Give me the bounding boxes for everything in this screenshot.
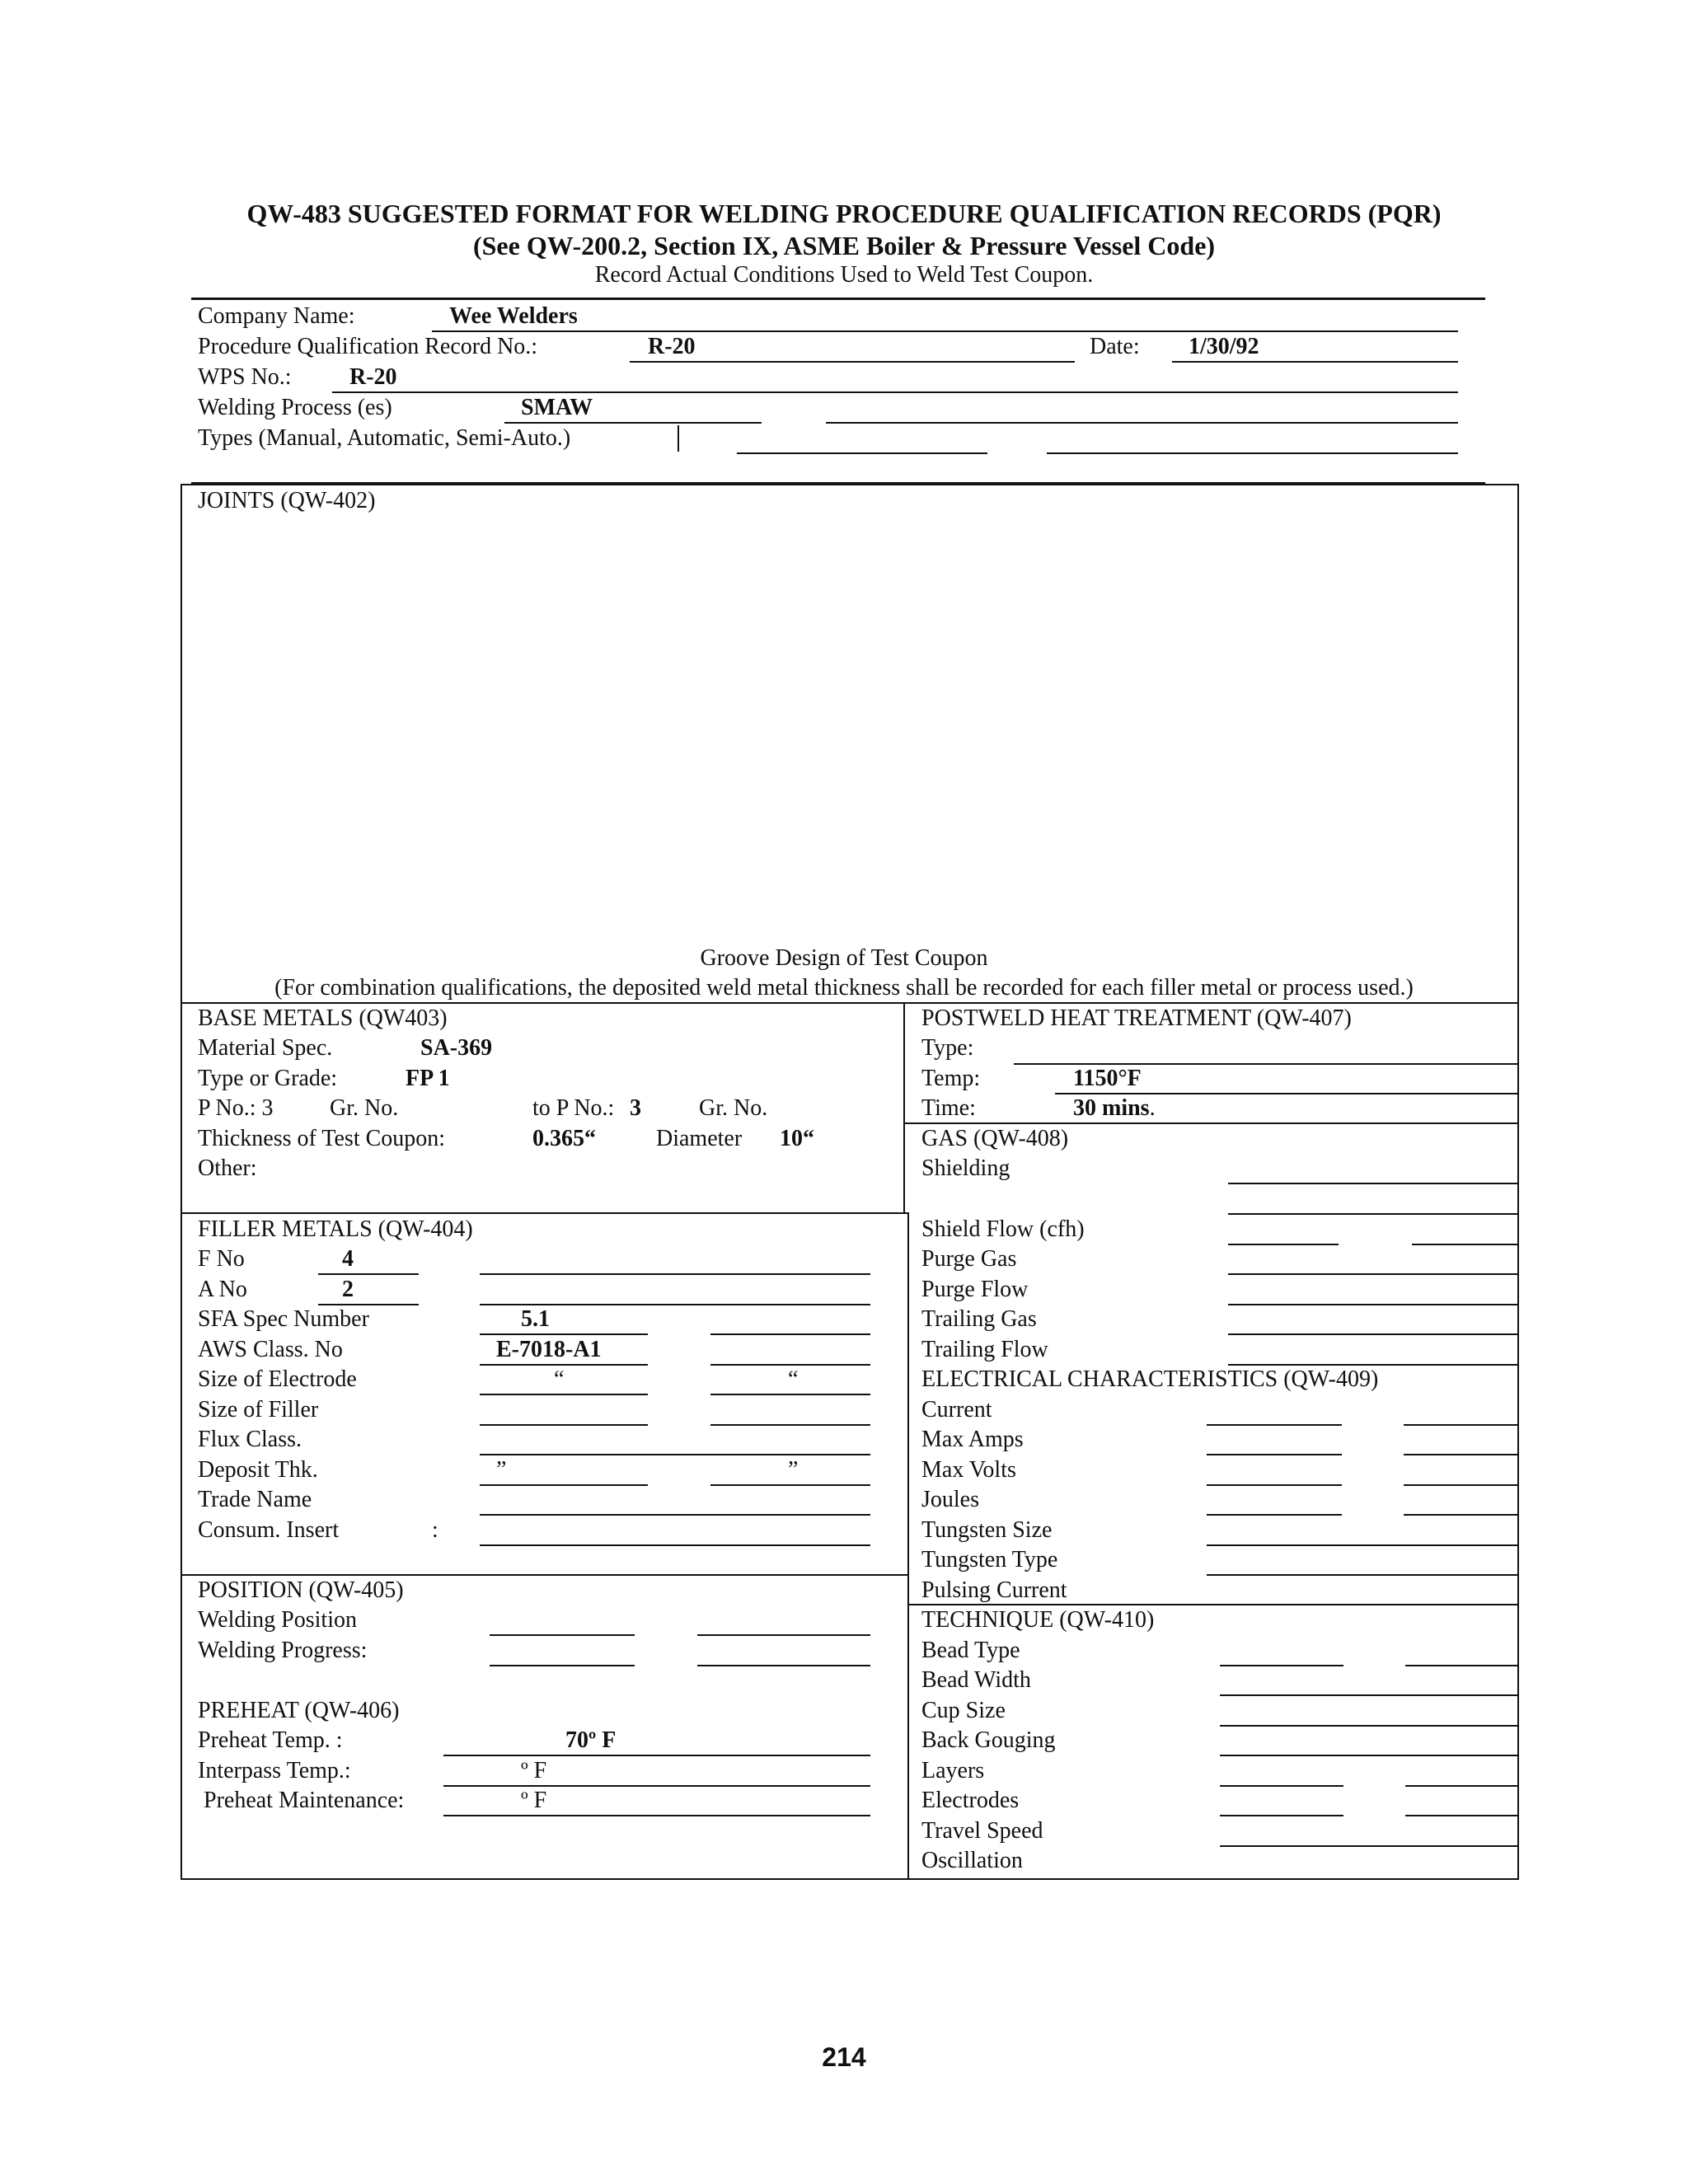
welding-process-value[interactable]: SMAW (521, 395, 593, 420)
consumable-insert-colon: : (432, 1517, 438, 1543)
f-number-line-2 (480, 1273, 870, 1275)
preheat-maintenance-label: Preheat Maintenance: (198, 1788, 405, 1813)
types-label: Types (Manual, Automatic, Semi-Auto.) (198, 425, 571, 451)
electrical-bottom-rule (907, 1604, 1519, 1605)
electrical-max-amps-line-2 (1404, 1454, 1519, 1455)
pwht-time-label: Time: (921, 1095, 976, 1121)
filler-top-rule (181, 1212, 907, 1214)
combination-note: (For combination qualifications, the deposited weld metal thickness shall be recorded for each filler metal or process used.) (274, 975, 1414, 1001)
form-title: QW-483 SUGGESTED FORMAT FOR WELDING PROCEDURE QUALIFICATION RECORDS (PQR) (246, 199, 1442, 228)
gas-heading: GAS (QW-408) (921, 1126, 1069, 1151)
size-electrode-line-2 (710, 1394, 870, 1395)
welding-progress-label: Welding Progress: (198, 1638, 368, 1663)
electrical-max-amps-label: Max Amps (921, 1427, 1024, 1452)
technique-electrodes-line-2 (1405, 1815, 1519, 1816)
sfa-spec-line-2 (710, 1333, 870, 1335)
position-heading: POSITION (QW-405) (198, 1577, 404, 1603)
technique-bead-type-line-2 (1405, 1665, 1519, 1666)
electrical-joules-line-1 (1207, 1514, 1342, 1516)
preheat-temp-line (443, 1755, 870, 1756)
position-top-rule (181, 1574, 907, 1576)
interpass-temp-line (443, 1785, 870, 1787)
electrical-current-line-2 (1404, 1424, 1519, 1426)
types-cursor-mark (678, 425, 679, 452)
other-label: Other: (198, 1155, 257, 1181)
deposit-thickness-line-1 (480, 1484, 648, 1486)
welding-process-label: Welding Process (es) (198, 395, 392, 420)
diameter-label: Diameter (656, 1126, 743, 1151)
electrical-joules-line-2 (1404, 1514, 1519, 1516)
pqr-number-line (630, 361, 1075, 363)
pqr-number-value[interactable]: R-20 (648, 334, 696, 359)
preheat-temp-label: Preheat Temp. : (198, 1727, 343, 1753)
f-number-value[interactable]: 4 (342, 1246, 354, 1272)
date-line (1172, 361, 1458, 363)
flux-class-label: Flux Class. (198, 1427, 302, 1452)
electrical-tungsten-type-label: Tungsten Type (921, 1547, 1058, 1572)
groove-design-caption: Groove Design of Test Coupon (700, 945, 988, 971)
to-p-number-value[interactable]: 3 (630, 1095, 641, 1121)
pwht-temp-line (1055, 1093, 1519, 1094)
column-divider-upper (903, 1002, 905, 1212)
a-number-label: A No (198, 1277, 247, 1302)
size-filler-line-2 (710, 1424, 870, 1426)
aws-class-label: AWS Class. No (198, 1337, 343, 1362)
gas-purge-flow-line (1228, 1304, 1519, 1305)
size-filler-label: Size of Filler (198, 1397, 319, 1422)
electrical-max-volts-line-2 (1404, 1484, 1519, 1486)
type-grade-value[interactable]: FP 1 (406, 1066, 450, 1091)
type-grade-label: Type or Grade: (198, 1066, 338, 1091)
gas-shield-flow-line-2 (1412, 1244, 1519, 1245)
technique-heading: TECHNIQUE (QW-410) (921, 1607, 1155, 1633)
size-electrode-mark-2[interactable]: “ (788, 1366, 799, 1392)
consumable-insert-line (480, 1544, 870, 1546)
electrical-tungsten-size-line (1207, 1544, 1519, 1546)
date-value[interactable]: 1/30/92 (1189, 334, 1259, 359)
technique-travel-speed-label: Travel Speed (921, 1818, 1043, 1844)
gas-shield-flow-label: Shield Flow (cfh) (921, 1216, 1085, 1242)
deposit-thickness-line-2 (710, 1484, 870, 1486)
electrical-current-label: Current (921, 1397, 992, 1422)
trade-name-line (480, 1514, 870, 1516)
electrical-max-amps-line-1 (1207, 1454, 1342, 1455)
size-electrode-line-1 (480, 1394, 648, 1395)
electrical-max-volts-label: Max Volts (921, 1457, 1016, 1483)
welding-process-line-1 (504, 422, 762, 424)
form-instruction: Record Actual Conditions Used to Weld Test Coupon. (594, 262, 1094, 288)
gas-shielding-line (1228, 1183, 1519, 1184)
welding-position-line-2 (697, 1634, 870, 1636)
sfa-spec-line-1 (480, 1333, 648, 1335)
technique-travel-speed-line (1220, 1845, 1519, 1847)
pwht-temp-label: Temp: (921, 1066, 981, 1091)
material-spec-label: Material Spec. (198, 1035, 333, 1061)
wps-number-label: WPS No.: (198, 364, 292, 390)
company-name-value[interactable]: Wee Welders (449, 303, 578, 329)
technique-back-gouging-line (1220, 1755, 1519, 1756)
welding-position-line-1 (490, 1634, 635, 1636)
form-body-box (181, 484, 1519, 1880)
diameter-value[interactable]: 10“ (780, 1126, 814, 1151)
gas-purge-flow-label: Purge Flow (921, 1277, 1029, 1302)
gas-shielding-line-2 (1228, 1213, 1519, 1215)
gas-shielding-label: Shielding (921, 1155, 1010, 1181)
group-number-2-label: Gr. No. (699, 1095, 768, 1121)
technique-oscillation-label: Oscillation (921, 1848, 1023, 1873)
gas-trailing-gas-line (1228, 1333, 1519, 1335)
size-electrode-label: Size of Electrode (198, 1366, 357, 1392)
base-metals-heading: BASE METALS (QW403) (198, 1005, 448, 1031)
a-number-line (318, 1304, 419, 1305)
date-label: Date: (1090, 334, 1140, 359)
technique-bead-width-line (1220, 1694, 1519, 1696)
consumable-insert-label: Consum. Insert (198, 1517, 340, 1543)
pwht-type-line (1014, 1063, 1519, 1065)
technique-cup-size-line (1220, 1725, 1519, 1727)
technique-bead-width-label: Bead Width (921, 1667, 1031, 1693)
electrical-current-line-1 (1207, 1424, 1342, 1426)
aws-class-line-1 (480, 1364, 648, 1366)
gas-purge-gas-line (1228, 1273, 1519, 1275)
deposit-mark-2[interactable]: ” (788, 1457, 799, 1483)
material-spec-value[interactable]: SA-369 (420, 1035, 493, 1061)
interpass-temp-value[interactable]: º F (521, 1758, 547, 1783)
a-number-value[interactable]: 2 (342, 1277, 354, 1302)
interpass-temp-label: Interpass Temp.: (198, 1758, 351, 1783)
preheat-maintenance-value[interactable]: º F (521, 1788, 547, 1813)
preheat-heading: PREHEAT (QW-406) (198, 1698, 400, 1723)
company-name-label: Company Name: (198, 303, 355, 329)
thickness-value[interactable]: 0.365“ (532, 1126, 596, 1151)
sfa-spec-value[interactable]: 5.1 (521, 1306, 550, 1332)
p-number-label: P No.: 3 (198, 1095, 274, 1121)
technique-electrodes-label: Electrodes (921, 1788, 1020, 1813)
technique-layers-label: Layers (921, 1758, 985, 1783)
preheat-maintenance-line (443, 1815, 870, 1816)
pwht-heading: POSTWELD HEAT TREATMENT (QW-407) (921, 1005, 1352, 1031)
electrical-tungsten-type-line (1207, 1574, 1519, 1576)
types-line-2 (1047, 452, 1458, 454)
welding-progress-line-1 (490, 1665, 635, 1666)
welding-position-label: Welding Position (198, 1607, 357, 1633)
thickness-label: Thickness of Test Coupon: (198, 1126, 446, 1151)
pwht-time-value-wrap[interactable] (1073, 1095, 1156, 1122)
trade-name-label: Trade Name (198, 1487, 312, 1512)
electrical-heading: ELECTRICAL CHARACTERISTICS (QW-409) (921, 1366, 1379, 1392)
preheat-temp-value[interactable]: 70º F (565, 1727, 617, 1753)
electrical-max-volts-line-1 (1207, 1484, 1342, 1486)
group-number-label: Gr. No. (330, 1095, 399, 1121)
deposit-mark-1[interactable]: ” (496, 1457, 507, 1483)
column-divider-lower (907, 1212, 909, 1880)
gas-trailing-flow-label: Trailing Flow (921, 1337, 1048, 1362)
welding-process-line-2 (826, 422, 1458, 424)
pwht-temp-value[interactable]: 1150°F (1073, 1066, 1142, 1091)
flux-class-line (480, 1454, 870, 1455)
wps-number-value[interactable]: R-20 (349, 364, 397, 390)
technique-electrodes-line-1 (1220, 1815, 1343, 1816)
technique-layers-line-2 (1405, 1785, 1519, 1787)
electrical-joules-label: Joules (921, 1487, 979, 1512)
page-number: 214 (822, 2042, 866, 2072)
to-p-number-label: to P No.: (532, 1095, 615, 1121)
types-line-1 (737, 452, 987, 454)
gas-trailing-gas-label: Trailing Gas (921, 1306, 1037, 1332)
sfa-spec-label: SFA Spec Number (198, 1306, 369, 1332)
pwht-time-value: 30 mins (1073, 1095, 1150, 1121)
pwht-top-rule (903, 1002, 1519, 1004)
form-subtitle: (See QW-200.2, Section IX, ASME Boiler & Pressure Vessel Code) (472, 231, 1216, 260)
aws-class-value[interactable]: E-7018-A1 (496, 1337, 602, 1362)
gas-purge-gas-label: Purge Gas (921, 1246, 1017, 1272)
technique-bead-type-line-1 (1220, 1665, 1343, 1666)
pwht-type-label: Type: (921, 1035, 974, 1061)
electrical-tungsten-size-label: Tungsten Size (921, 1517, 1053, 1543)
pwht-time-suffix: . (1149, 1095, 1156, 1121)
deposit-thickness-label: Deposit Thk. (198, 1457, 318, 1483)
joints-heading: JOINTS (QW-402) (198, 488, 376, 513)
gas-trailing-flow-line (1228, 1364, 1519, 1366)
a-number-line-2 (480, 1304, 870, 1305)
size-filler-line-1 (480, 1424, 648, 1426)
technique-cup-size-label: Cup Size (921, 1698, 1006, 1723)
size-electrode-mark-1[interactable]: “ (554, 1366, 565, 1392)
technique-back-gouging-label: Back Gouging (921, 1727, 1056, 1753)
filler-heading: FILLER METALS (QW-404) (198, 1216, 473, 1242)
welding-progress-line-2 (697, 1665, 870, 1666)
company-name-line (432, 330, 1458, 332)
gas-shield-flow-line-1 (1228, 1244, 1339, 1245)
aws-class-line-2 (710, 1364, 870, 1366)
electrical-pulsing-current-label: Pulsing Current (921, 1577, 1067, 1603)
f-number-label: F No (198, 1246, 245, 1272)
f-number-line (318, 1273, 419, 1275)
header-rule (191, 298, 1485, 300)
technique-bead-type-label: Bead Type (921, 1638, 1020, 1663)
pwht-bottom-rule (903, 1122, 1519, 1124)
wps-number-line (332, 391, 1458, 393)
pqr-number-label: Procedure Qualification Record No.: (198, 334, 538, 359)
technique-layers-line-1 (1220, 1785, 1343, 1787)
